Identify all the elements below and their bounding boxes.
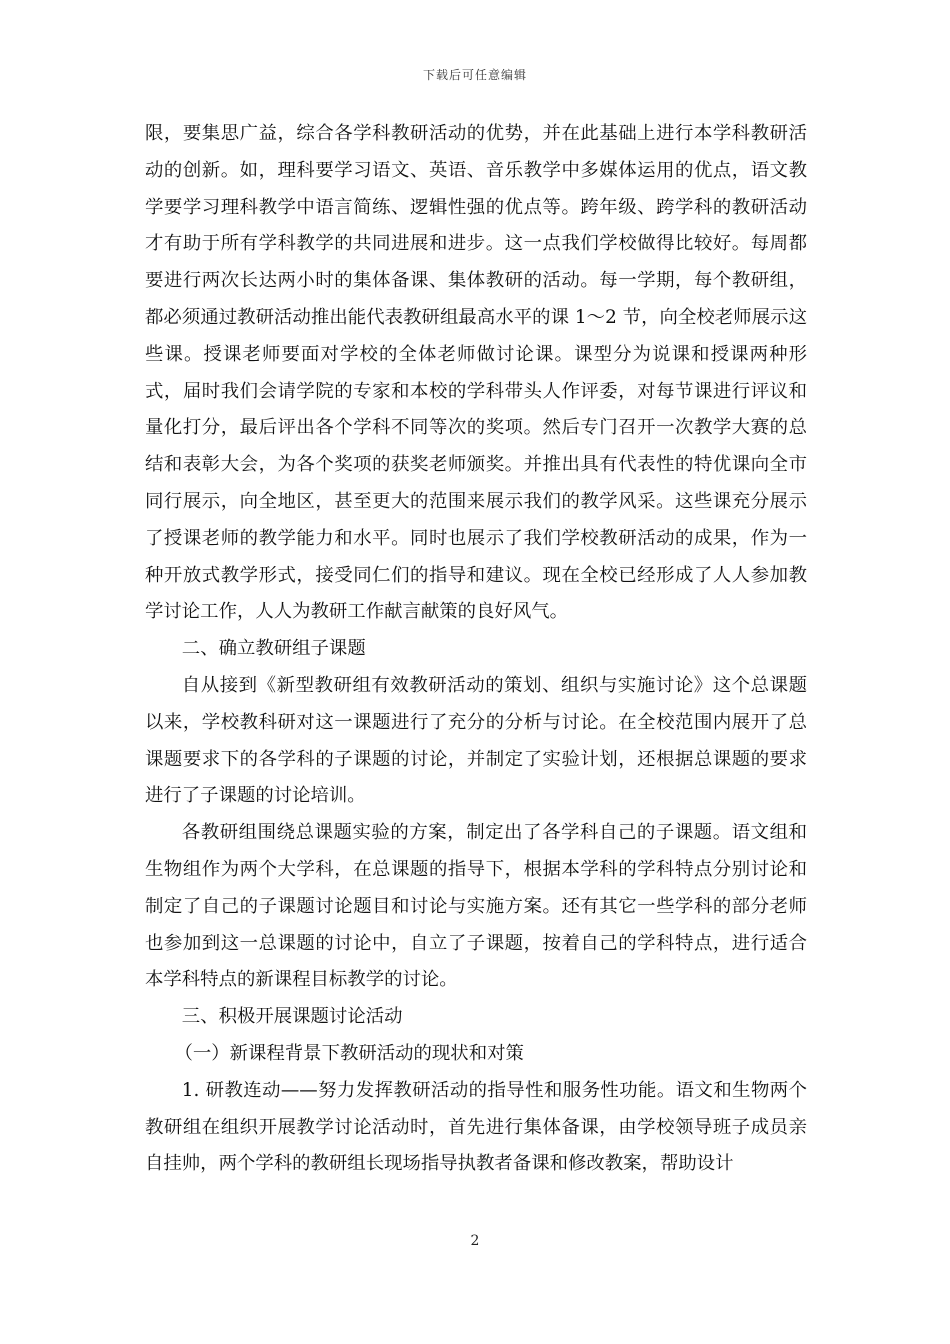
page-number: 2 bbox=[470, 1233, 480, 1249]
paragraph-continuation: 限，要集思广益，综合各学科教研活动的优势，并在此基础上进行本学科教研活动的创新。如，理科要学习语文、英语、音乐教学中多媒体运用的优点，语文教学要学习理科教学中语言简练、逻辑性强的优点等。跨年级、跨学科的教研活动才有助于所有学科教学的共同进展和进步。这一点我们学校做得比较好。每周都要进行两次长达两小时的集体备课、集体教研的活动。每一学期，每个教研组，都必须通过教研活动推出能代表教研组最高水平的课 1～2 节，向全校老师展示这些课。授课老师要面对学校的全体老师做讨论课。课型分为说课和授课两种形式，届时我们会请学院的专家和本校的学科带头人作评委，对每节课进行评议和量化打分，最后评出各个学科不同等次的奖项。然后专门召开一次教学大赛的总结和表彰大会，为各个奖项的获奖老师颁奖。并推出具有代表性的特优课向全市同行展示，向全地区，甚至更大的范围来展示我们的教学风采。这些课充分展示了授课老师的教学能力和水平。同时也展示了我们学校教研活动的成果，作为一种开放式教学形式，接受同仁们的指导和建议。现在全校已经形成了人人参加教学讨论工作，人人为教研工作献言献策的良好风气。 bbox=[145, 123, 807, 623]
document-body bbox=[145, 116, 807, 1183]
section-heading-2: 二、确立教研组子课题 bbox=[181, 638, 366, 660]
section-heading-3: 三、积极开展课题讨论活动 bbox=[181, 1006, 403, 1028]
paragraph-subtopic-groups: 各教研组围绕总课题实验的方案，制定出了各学科自己的子课题。语文组和生物组作为两个大学科，在总课题的指导下，根据本学科的学科特点分别讨论和制定了自己的子课题讨论题目和讨论与实施方案。还有其它一些学科的部分老师也参加到这一总课题的讨论中，自立了子课题，按着自己的学科特点，进行适合本学科特点的新课程目标教学的讨论。 bbox=[145, 822, 807, 991]
paragraph-subtopic-intro: 自从接到《新型教研组有效教研活动的策划、组织与实施讨论》这个总课题以来，学校教科研对这一课题进行了充分的分析与讨论。在全校范围内展开了总课题要求下的各学科的子课题的讨论，并制定了实验计划，还根据总课题的要求进行了子课题的讨论培训。 bbox=[145, 674, 807, 807]
subsection-heading-1: （一）新课程背景下教研活动的现状和对策 bbox=[174, 1042, 524, 1064]
page-header: 下载后可任意编辑 bbox=[422, 68, 527, 82]
paragraph-item-1: 1. 研教连动——努力发挥教研活动的指导性和服务性功能。语文和生物两个教研组在组织开展教学讨论活动时，首先进行集体备课，由学校领导班子成员亲自挂帅，两个学科的教研组长现场指导执教者备课和修改教案，帮助设计 bbox=[145, 1079, 807, 1175]
